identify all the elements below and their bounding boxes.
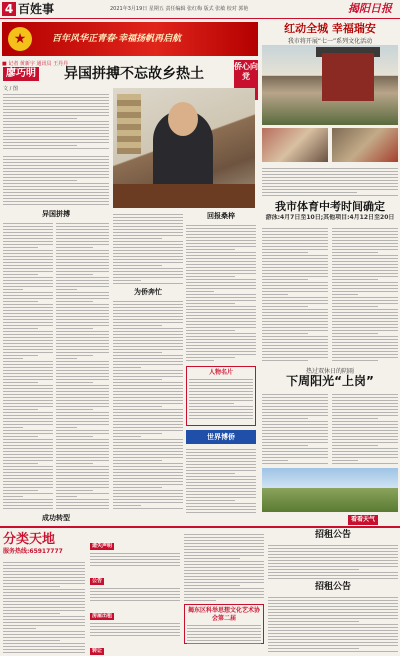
story2-headline: 我市体育中考时间确定 [275,200,385,213]
ad-text [90,551,180,567]
story1-headline: 红动全城 幸福瑞安 [284,22,376,35]
ad-category: 房屋出租 [92,613,113,619]
story1-photo [262,45,398,125]
story3-kicker: 热过双休日的阴雨 [305,368,354,375]
story2-subhead: 游泳:4月7日至10日;其他项目:4月12日至20日 [265,214,395,221]
subhead-1: 异国拼搏 [42,210,70,218]
feature-lead-text [3,92,109,150]
feature-body-text [186,223,256,363]
header-rule [0,18,400,19]
issue-info: 2021年3月19日 星期五 责任编辑 张红梅 版式 张敏 校对 郭艳 [110,6,249,12]
tender-notice-title: 招租公告 [314,582,351,592]
section-name: 百姓事 [18,2,55,16]
story1-subhead: 我市将开展“七一”系列文化活动 [287,38,373,45]
ad-text [90,621,180,637]
story2-body-text [262,226,328,362]
feature-name-tag: 廖巧明 [3,67,39,81]
story1-photo-small [262,128,328,162]
story3-body-text [262,392,328,466]
feature-headline: 异国拼搏不忘故乡热土 [64,66,204,82]
classifieds-heading: 分类天地 [3,532,56,547]
classifieds-hotline: 服务热线:65917777 [3,548,63,555]
notice-title: 揭东区科举思想文化艺术协会第二届 [187,607,260,622]
feature-body-text [3,154,109,206]
section-divider [0,526,400,528]
story1-body-text [262,166,398,196]
feature-body-text [3,221,53,511]
column-label: 侨心向党 [234,60,258,100]
masthead-logo: 揭阳日报 [348,2,392,15]
profile-card [186,366,256,426]
subhead-2: 为侨奔忙 [134,288,162,296]
notice-box [184,604,264,644]
ad-category: 遗失声明 [92,543,113,549]
story3-body-text [332,392,398,466]
party-emblem-icon: ★ [8,27,32,51]
feature-kicker: ■ 记者 黄新宇 通讯员 王丹丹 [2,61,69,67]
ad-list [90,532,180,656]
notice-text [187,623,261,645]
weather-tag: 看看天气 [348,515,378,525]
story2-body-text [332,226,398,362]
tender-notice-text [268,595,398,653]
page-number: 4 [2,2,16,16]
feature-byline: 文 / 图 [3,86,18,92]
anniversary-banner [2,22,258,56]
ad-category: 转让 [92,648,103,654]
subhead-4: 成功转型 [42,514,70,522]
classifieds-text [3,560,85,654]
ad-text [184,532,264,602]
profile-title: 人物名片 [208,369,233,376]
feature-body-text [186,447,256,513]
subhead-3: 回报桑梓 [207,212,235,220]
feature-body-text [113,299,183,511]
page-header [0,0,400,18]
story1-photo-small [332,128,398,162]
story3-headline: 下周阳光“上岗” [286,374,374,388]
tender-notice-title: 招租公告 [314,530,351,540]
feature-portrait-photo [113,88,255,208]
ad-text [90,586,180,602]
banner-slogan: 百年风华正青春·幸福扬帆再启航 [52,34,182,44]
world-logo: 世界博侨 [186,430,256,444]
feature-body-text [56,221,109,511]
profile-text [189,377,253,421]
weather-photo [262,468,398,512]
tender-notice-text [268,543,398,579]
feature-body-text [113,212,183,284]
ad-category: 公告 [92,578,103,584]
